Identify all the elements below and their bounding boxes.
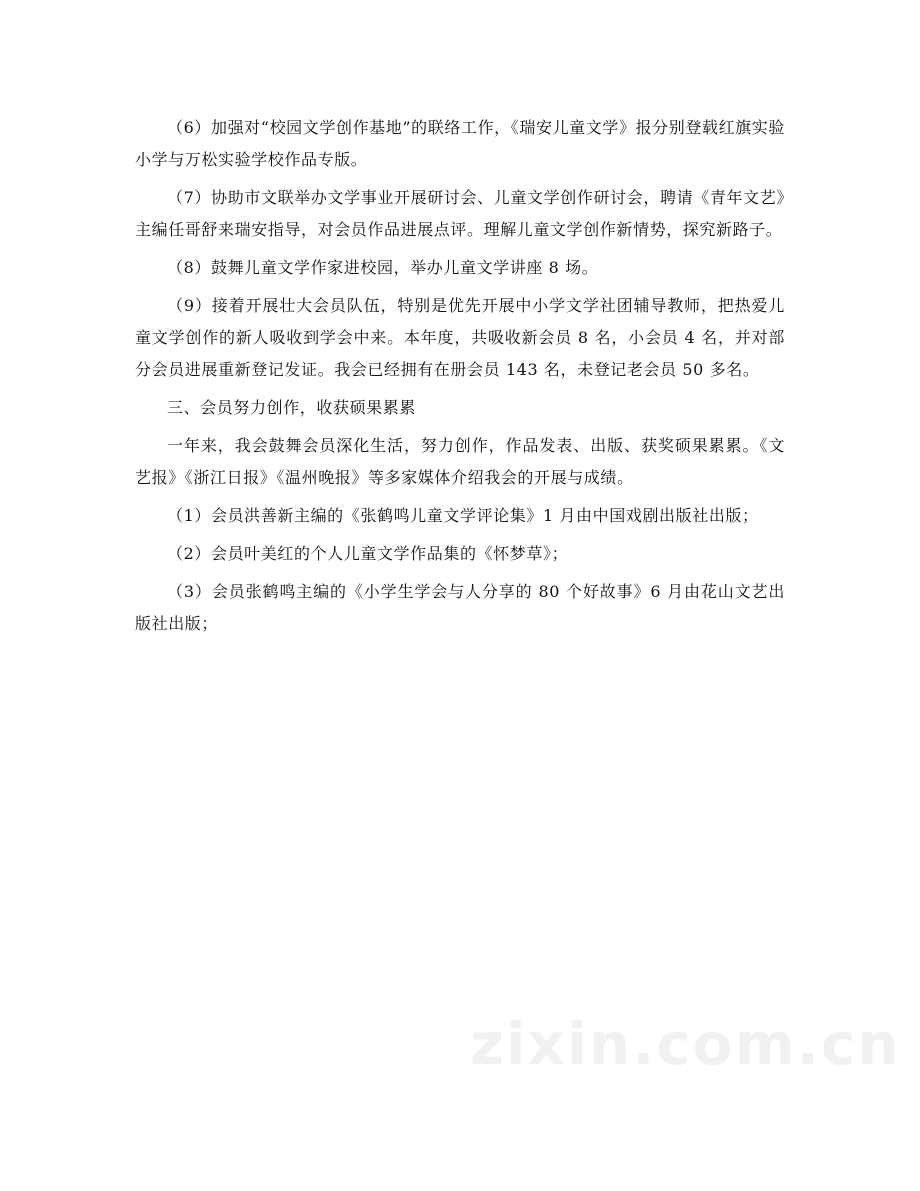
paragraph-item-9: （9）接着开展壮大会员队伍，特别是优先开展中小学文学社团辅导教师，把热爱儿童文学创作的新人吸收到学会中来。本年度，共吸收新会员 8 名，小会员 4 名，并对部分会员进展重新登记发证。我会已经拥有在册会员 143 名，未登记老会员 50 多名。 <box>135 296 785 379</box>
document-body <box>135 112 785 646</box>
achievement-item-1: （1）会员洪善新主编的《张鹤鸣儿童文学评论集》1 月由中国戏剧出版社出版； <box>167 506 759 525</box>
section-intro-paragraph: 一年来，我会鼓舞会员深化生活，努力创作，作品发表、出版、获奖硕果累累。《文艺报》《浙江日报》《温州晚报》等多家媒体介绍我会的开展与成绩。 <box>135 436 785 487</box>
watermark-text: zixin.com.cn <box>470 1010 901 1078</box>
paragraph-item-8: （8）鼓舞儿童文学作家进校园，举办儿童文学讲座 8 场。 <box>167 258 599 277</box>
achievement-item-2: （2）会员叶美红的个人儿童文学作品集的《怀梦草》； <box>167 544 569 563</box>
paragraph-item-7: （7）协助市文联举办文学事业开展研讨会、儿童文学创作研讨会，聘请《青年文艺》主编任哥舒来瑞安指导，对会员作品进展点评。理解儿童文学创作新情势，探究新路子。 <box>135 188 785 239</box>
paragraph-item-6: （6）加强对“校园文学创作基地”的联络工作，《瑞安儿童文学》报分别登载红旗实验小学与万松实验学校作品专版。 <box>135 118 785 169</box>
achievement-item-3: （3）会员张鹤鸣主编的《小学生学会与人分享的 80 个好故事》6 月由花山文艺出版社出版； <box>135 582 785 633</box>
section-heading-3: 三、会员努力创作，收获硕果累累 <box>167 398 417 417</box>
